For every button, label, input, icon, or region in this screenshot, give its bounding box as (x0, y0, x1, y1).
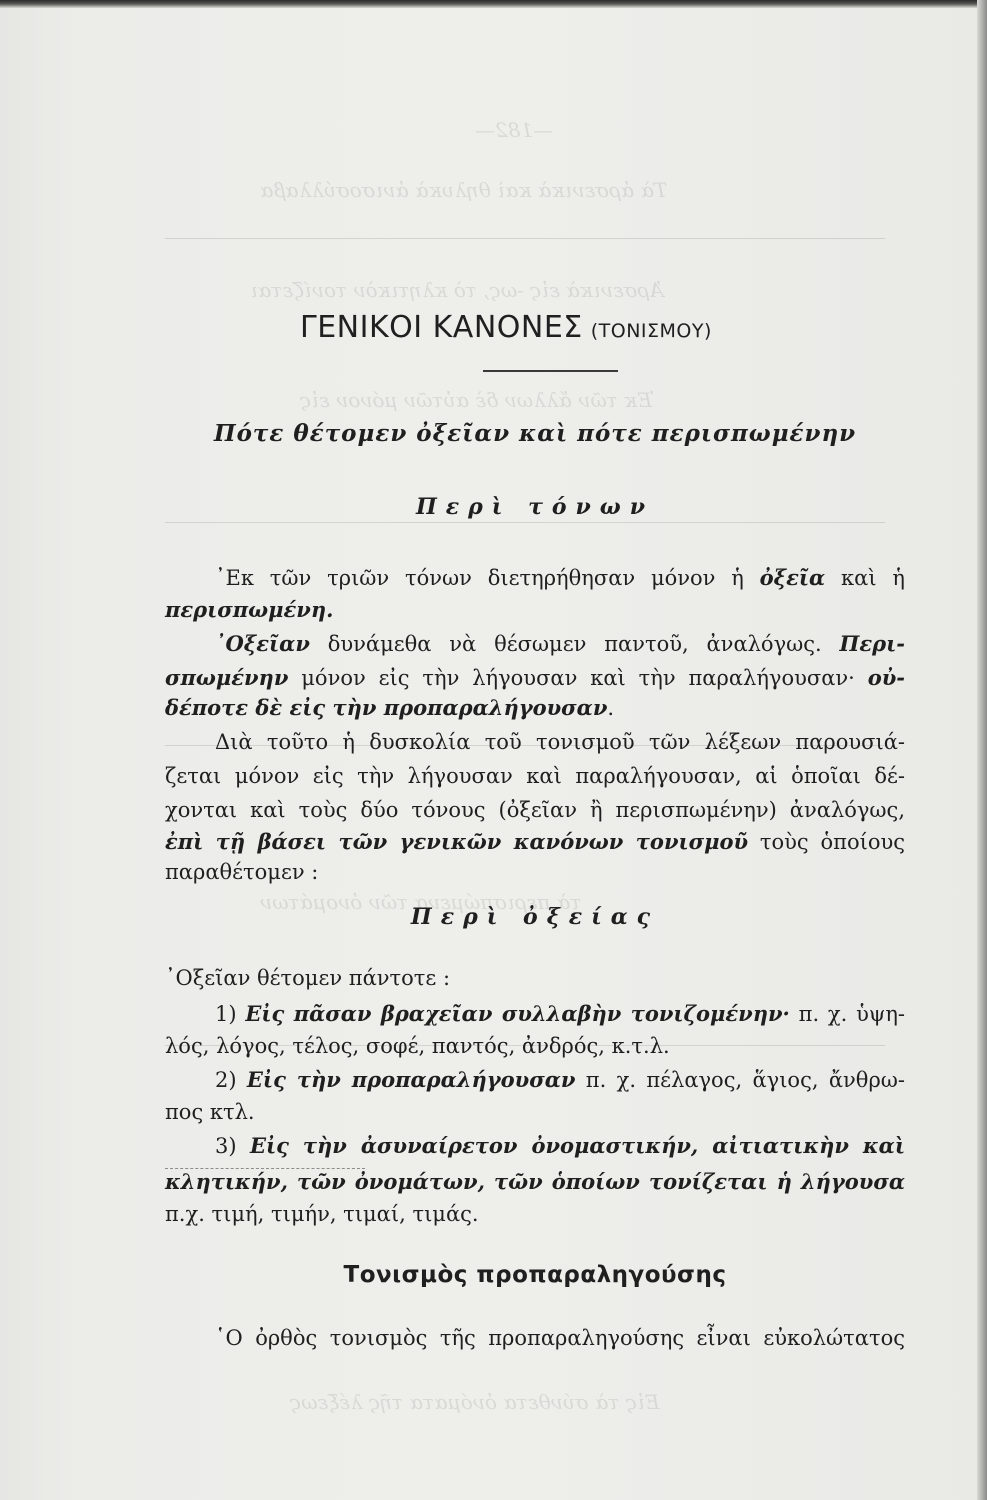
emphasis-run: σπωμένην (165, 665, 289, 690)
bleed-through-text: Τὰ ἀρσενικὰ καὶ θηλυκὰ ἀνισοσύλλαβα (260, 178, 668, 202)
text-run: π. χ. πέλαγος, ἅγιος, ἄνθρω- (575, 1068, 906, 1092)
text-line (165, 1064, 905, 1096)
text-line: παραθέτομεν : (165, 860, 319, 884)
text-line (165, 692, 905, 724)
emphasis-run: ὀξεῖα (759, 565, 826, 590)
text-line (165, 1130, 905, 1162)
text-line (165, 662, 905, 694)
page-subtitle: Πότε θέτομεν ὀξεῖαν καὶ πότε περισπωμένην (213, 420, 857, 447)
text-run: . (607, 696, 615, 720)
bleed-through-text: τὰ περισπώμενα τῶν ὀνομάτων (260, 890, 582, 914)
text-run: δυνάμεθα νὰ θέσωμεν παντοῦ, ἀναλόγως. (309, 632, 840, 656)
emphasis-run: κλητικήν, τῶν ὀνομάτων, τῶν ὁποίων τονίζεται ἡ λήγουσα (165, 1169, 905, 1194)
page-right-edge (977, 0, 987, 1500)
text-run: μόνον εἰς τὴν λήγουσαν καὶ τὴν παραλήγουσαν· (288, 666, 868, 690)
text-line (165, 1166, 905, 1198)
section-heading-peri-tonon: Περὶ τόνων (415, 494, 655, 520)
rule-number: 1) (215, 1002, 246, 1026)
text-run: τοὺς ὁποίους (748, 830, 905, 854)
text-line: π.χ. τιμή, τιμήν, τιμαί, τιμάς. (165, 1202, 479, 1226)
bleed-through-text: Ἐκ τῶν ἄλλων δὲ αὐτῶν μόνον εἰς (300, 388, 655, 412)
text-line: πος κτλ. (165, 1100, 255, 1124)
rule-number: 2) (215, 1068, 247, 1092)
text-line: Διὰ τοῦτο ἡ δυσκολία τοῦ τονισμοῦ τῶν λέξεων παρουσιά- (215, 730, 905, 754)
emphasis-run: Εἰς τὴν προπαραλήγουσαν (246, 1067, 576, 1092)
emphasis-run: Εἰς πᾶσαν βραχεῖαν συλλαβὴν τονιζομένην· (245, 1001, 790, 1026)
emphasis-run: περισπωμένη. (165, 597, 334, 622)
text-run: καὶ ἡ (825, 566, 905, 590)
text-line (165, 826, 905, 858)
emphasis-run: οὐ- (867, 665, 905, 690)
emphasis-run: Εἰς τὴν ἀσυναίρετον ὀνομαστικήν, αἰτιατικὴν καὶ (249, 1133, 905, 1158)
text-line: ζεται μόνον εἰς τὴν λήγουσαν καὶ παραλήγουσαν, αἱ ὁποῖαι δέ- (165, 764, 905, 788)
emphasis-run: δέποτε δὲ εἰς τὴν προπαραλήγουσαν (165, 695, 608, 720)
bleed-through-text: —182— (475, 118, 554, 142)
text-line (165, 562, 905, 594)
text-line: ᾿Οξεῖαν θέτομεν πάντοτε : (165, 966, 451, 990)
bleed-through-text: Εἰς τὰ σύνθετα ὀνόματα τῆς λέξεως (290, 1390, 660, 1414)
rule-number: 3) (215, 1134, 250, 1158)
text-line: ῾Ο ὀρθὸς τονισμὸς τῆς προπαραληγούσης εἶναι εὐκολώτατος (215, 1326, 905, 1350)
page-title (300, 310, 820, 350)
emphasis-run: ᾿Οξεῖαν (215, 631, 310, 656)
section-heading-tonismos: Τονισμὸς προπαραληγούσης (343, 1262, 727, 1288)
text-run: π. χ. ὑψη- (789, 1002, 905, 1026)
page-title-sub: (ΤΟΝΙΣΜΟΥ) (590, 320, 712, 342)
page-title-main: ΓΕΝΙΚΟΙ ΚΑΝΟΝΕΣ (300, 310, 583, 345)
text-line (165, 628, 905, 660)
bleed-through-text: Ἀρσενικὰ εἰς -ως, τὸ κλητικὸν τονίζεται (250, 278, 664, 302)
text-run: ᾿Εκ τῶν τριῶν τόνων διετηρήθησαν μόνον ἡ (215, 566, 760, 590)
text-line (165, 998, 905, 1030)
section-heading-peri-oxeias: Περὶ ὀξείας (410, 904, 660, 930)
page-content (165, 0, 905, 1500)
emphasis-run: ἐπὶ τῇ βάσει τῶν γενικῶν κανόνων τονισμοῦ (165, 829, 749, 854)
text-line (165, 594, 905, 626)
emphasis-run: Περι- (839, 631, 905, 656)
text-line: χονται καὶ τοὺς δύο τόνους (ὀξεῖαν ἢ περισπωμένην) ἀναλόγως, (165, 798, 905, 822)
title-underline (483, 370, 618, 372)
text-line: λός, λόγος, τέλος, σοφέ, παντός, ἀνδρός, κ.τ.λ. (165, 1034, 670, 1058)
